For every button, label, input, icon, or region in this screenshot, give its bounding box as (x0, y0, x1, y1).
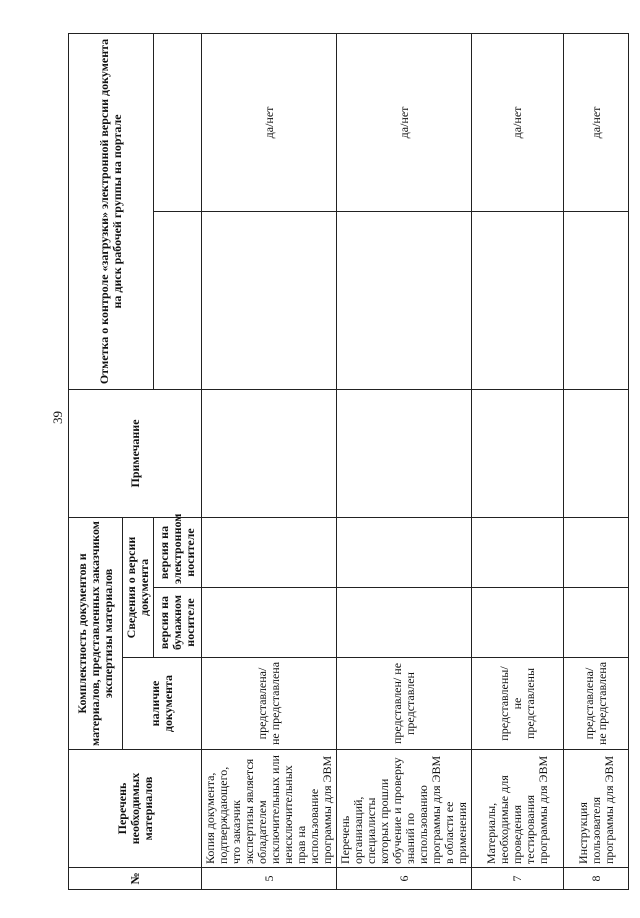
row-upload: да/нет (472, 33, 564, 211)
row-material: Инструкция пользователя программы для ЭВМ (564, 750, 629, 868)
header-materials: Перечень необходимых материалов (69, 750, 202, 868)
row-electronic (202, 517, 337, 587)
row-upload: да/нет (337, 33, 472, 211)
row-paper (202, 588, 337, 658)
row-presence: представлены/ не представлены (472, 658, 564, 750)
row-presence: представлена/ не представлена (564, 658, 629, 750)
row-electronic (337, 517, 472, 587)
row-note (564, 389, 629, 517)
header-paper: версия на бумажном носителе (154, 588, 202, 658)
row-material: Копия документа, подтверждающего, что заказчик экспертизы является обладателем исключительных или неисключительных прав на использование программы для ЭВМ (202, 750, 337, 868)
row-presence: представлен/ не представлен (337, 658, 472, 750)
row-upload: да/нет (564, 33, 629, 211)
row-upload-blank (472, 211, 564, 389)
table-row (472, 33, 564, 889)
header-upload-blank-b (154, 33, 202, 211)
header-upload-blank-a (154, 211, 202, 389)
row-paper (564, 588, 629, 658)
materials-table (68, 33, 629, 890)
row-num: 8 (564, 868, 629, 890)
row-electronic (472, 517, 564, 587)
row-upload-blank (564, 211, 629, 389)
row-upload: да/нет (202, 33, 337, 211)
row-material: Материалы, необходимые для проведения тестирования программы для ЭВМ (472, 750, 564, 868)
row-paper (337, 588, 472, 658)
row-upload-blank (202, 211, 337, 389)
header-note: Примечание (69, 389, 202, 517)
row-material: Перечень организаций, специалисты которых прошли обучение и проверку знаний по использованию программы для ЭВМ в области ее применения (337, 750, 472, 868)
row-note (202, 389, 337, 517)
row-note (337, 389, 472, 517)
row-electronic (564, 517, 629, 587)
row-paper (472, 588, 564, 658)
table-row (564, 33, 629, 889)
page-number: 39 (50, 411, 65, 424)
row-num: 6 (337, 868, 472, 890)
header-completeness: Комплектность документов и материалов, представленных заказчиком экспертизы материалов (69, 517, 123, 749)
header-electronic: версия на электронном носителе (154, 517, 202, 587)
row-presence: представлена/ не представлена (202, 658, 337, 750)
row-num: 7 (472, 868, 564, 890)
table-row (202, 33, 337, 889)
header-version-info: Сведения о версии документа (123, 517, 154, 657)
header-presence: наличие документа (123, 658, 202, 750)
header-num: № (69, 868, 202, 890)
header-upload-control: Отметка о контроле «загрузки» электронной версии документа на диск рабочей группы на портале (69, 33, 154, 389)
table-row (337, 33, 472, 889)
row-num: 5 (202, 868, 337, 890)
row-upload-blank (337, 211, 472, 389)
rotated-table-sheet (68, 34, 616, 890)
row-note (472, 389, 564, 517)
